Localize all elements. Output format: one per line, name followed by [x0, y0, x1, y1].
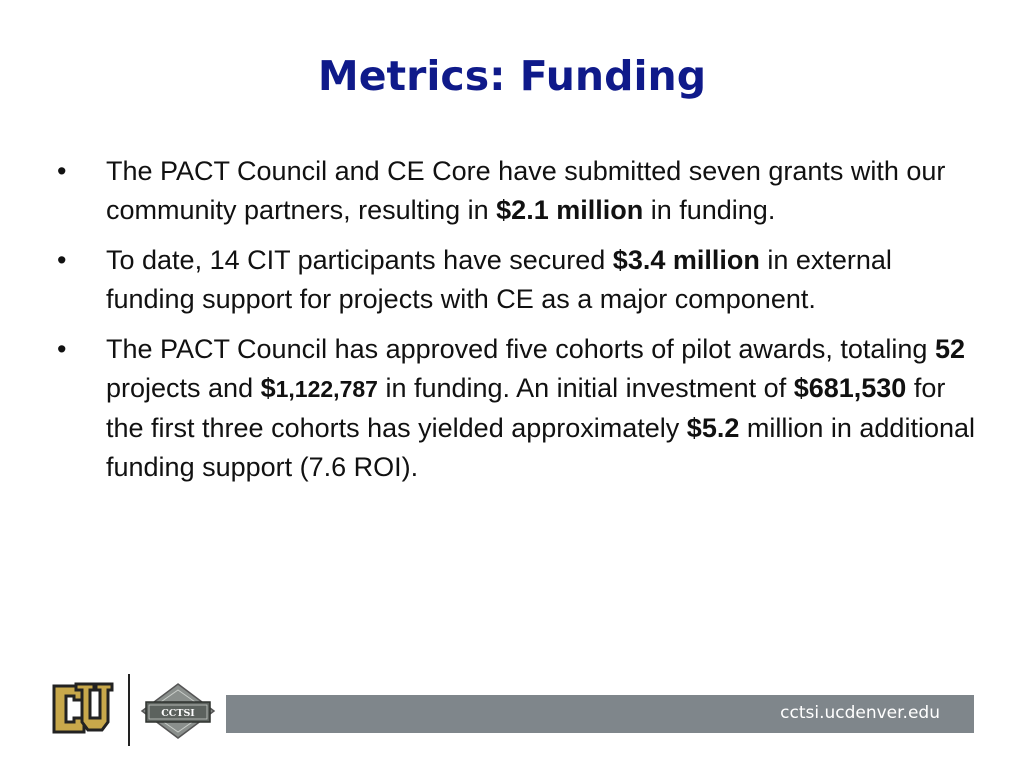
bullet-item [52, 241, 982, 319]
bullet-text: The PACT Council has approved five cohorts of pilot awards, totaling [106, 334, 935, 364]
bullet-text: projects and [106, 373, 261, 403]
svg-text:CCTSI: CCTSI [161, 708, 195, 719]
cu-logo-icon [50, 678, 114, 740]
bullet-text: for the first three cohorts has yielded approximately [106, 373, 946, 443]
bullet-highlight: 1,122,787 [275, 376, 378, 402]
bullet-item [52, 330, 982, 487]
bullet-item [52, 152, 982, 230]
bullet-marker: • [57, 245, 67, 275]
slide-title: Metrics: Funding [317, 52, 707, 100]
bullet-highlight: $2.1 million [496, 195, 644, 225]
bullet-marker: • [57, 334, 67, 364]
bullet-highlight: $681,530 [793, 373, 907, 403]
footer-bar [226, 695, 974, 733]
bullet-text: The PACT Council and CE Core have submitted seven grants with our community partners, resulting in [106, 156, 946, 225]
bullet-highlight: $ [260, 373, 276, 403]
bullet-text: in funding. An initial investment of [377, 373, 794, 403]
footer-url: cctsi.ucdenver.edu [780, 703, 940, 723]
cctsi-logo-icon [140, 682, 216, 740]
bullet-text: million in additional funding support (7.6 ROI). [106, 413, 975, 482]
bullet-text: in funding. [643, 195, 776, 225]
bullet-list [52, 152, 982, 498]
bullet-marker: • [57, 156, 67, 186]
bullet-highlight: $5.2 [686, 413, 740, 443]
bullet-highlight: $3.4 million [612, 245, 760, 275]
bullet-highlight: 52 [934, 334, 965, 364]
bullet-text: To date, 14 CIT participants have secured [106, 245, 613, 275]
bullet-text: in external funding support for projects with CE as a major component. [106, 245, 892, 314]
footer [0, 672, 1024, 752]
footer-divider [128, 674, 130, 746]
